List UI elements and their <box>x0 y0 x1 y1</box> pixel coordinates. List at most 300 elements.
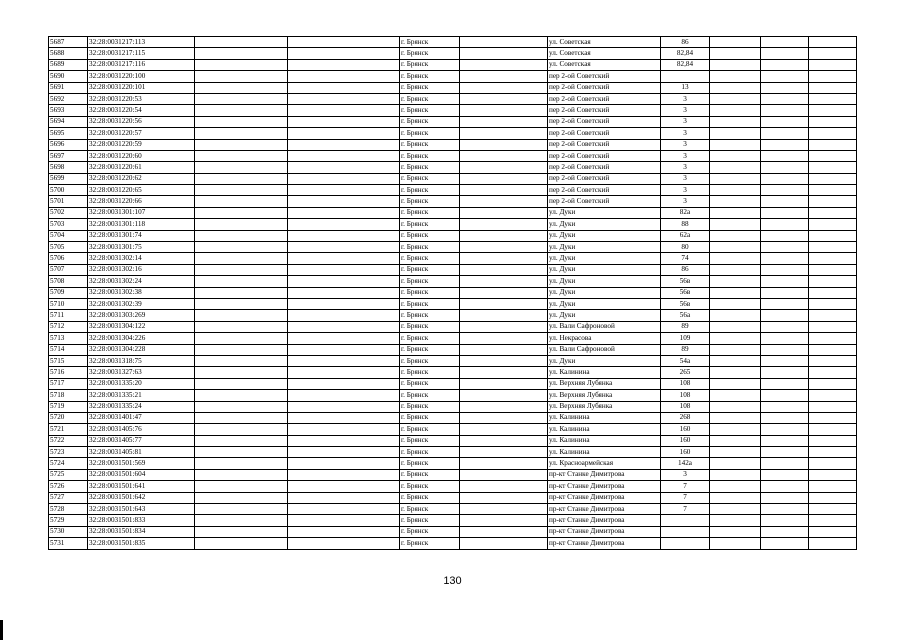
record-number: 5731 <box>49 538 88 549</box>
cadastral-number: 32:28:0031302:16 <box>88 264 195 275</box>
table-row <box>49 435 857 446</box>
cadastral-number: 32:28:0031220:59 <box>88 139 195 150</box>
empty-cell <box>288 82 400 93</box>
house-number: 88 <box>661 219 710 230</box>
house-number: 86 <box>661 37 710 48</box>
house-number: 3 <box>661 116 710 127</box>
cadastral-number: 32:28:0031217:115 <box>88 48 195 59</box>
empty-cell <box>809 333 857 344</box>
empty-cell <box>288 469 400 480</box>
empty-cell <box>460 401 548 412</box>
cadastral-number: 32:28:0031501:641 <box>88 481 195 492</box>
house-number: 3 <box>661 162 710 173</box>
empty-cell <box>761 219 809 230</box>
street: пер 2-ой Советский <box>548 116 661 127</box>
city: г. Брянск <box>400 253 460 264</box>
city: г. Брянск <box>400 207 460 218</box>
cadastral-number: 32:28:0031501:569 <box>88 458 195 469</box>
city: г. Брянск <box>400 390 460 401</box>
empty-cell <box>460 48 548 59</box>
empty-cell <box>288 310 400 321</box>
house-number: 3 <box>661 128 710 139</box>
cadastral-number: 32:28:0031335:24 <box>88 401 195 412</box>
empty-cell <box>460 253 548 264</box>
empty-cell <box>761 424 809 435</box>
empty-cell <box>809 230 857 241</box>
empty-cell <box>460 37 548 48</box>
empty-cell <box>710 504 761 515</box>
empty-cell <box>761 378 809 389</box>
empty-cell <box>460 355 548 366</box>
empty-cell <box>195 48 288 59</box>
empty-cell <box>710 219 761 230</box>
empty-cell <box>710 37 761 48</box>
house-number: 82а <box>661 207 710 218</box>
house-number: 109 <box>661 333 710 344</box>
cadastral-number: 32:28:0031327:63 <box>88 367 195 378</box>
empty-cell <box>761 458 809 469</box>
empty-cell <box>809 105 857 116</box>
street: ул. Дуки <box>548 207 661 218</box>
city: г. Брянск <box>400 71 460 82</box>
street: ул. Калинина <box>548 412 661 423</box>
cadastral-number: 32:28:0031220:60 <box>88 150 195 161</box>
empty-cell <box>195 447 288 458</box>
empty-cell <box>288 481 400 492</box>
house-number: 108 <box>661 390 710 401</box>
empty-cell <box>710 310 761 321</box>
record-number: 5698 <box>49 162 88 173</box>
table-row <box>49 333 857 344</box>
record-number: 5703 <box>49 219 88 230</box>
empty-cell <box>460 219 548 230</box>
cadastral-number: 32:28:0031501:833 <box>88 515 195 526</box>
cadastral-number: 32:28:0031220:65 <box>88 185 195 196</box>
empty-cell <box>761 298 809 309</box>
city: г. Брянск <box>400 93 460 104</box>
city: г. Брянск <box>400 424 460 435</box>
empty-cell <box>710 321 761 332</box>
house-number: 108 <box>661 378 710 389</box>
table-row <box>49 139 857 150</box>
house-number: 80 <box>661 242 710 253</box>
record-number: 5709 <box>49 287 88 298</box>
record-number: 5724 <box>49 458 88 469</box>
empty-cell <box>195 276 288 287</box>
table-row <box>49 71 857 82</box>
city: г. Брянск <box>400 185 460 196</box>
empty-cell <box>195 321 288 332</box>
empty-cell <box>710 390 761 401</box>
record-number: 5729 <box>49 515 88 526</box>
table-row <box>49 538 857 549</box>
street: ул. Некрасова <box>548 333 661 344</box>
city: г. Брянск <box>400 173 460 184</box>
house-number: 62а <box>661 230 710 241</box>
table-row <box>49 287 857 298</box>
cadastral-number: 32:28:0031220:62 <box>88 173 195 184</box>
empty-cell <box>809 82 857 93</box>
street: пер 2-ой Советский <box>548 185 661 196</box>
city: г. Брянск <box>400 310 460 321</box>
empty-cell <box>761 37 809 48</box>
table-row <box>49 230 857 241</box>
city: г. Брянск <box>400 150 460 161</box>
house-number: 268 <box>661 412 710 423</box>
street: ул. Калинина <box>548 447 661 458</box>
city: г. Брянск <box>400 538 460 549</box>
city: г. Брянск <box>400 162 460 173</box>
house-number: 89 <box>661 344 710 355</box>
empty-cell <box>195 207 288 218</box>
street: пер 2-ой Советский <box>548 93 661 104</box>
cadastral-number: 32:28:0031302:14 <box>88 253 195 264</box>
empty-cell <box>710 526 761 537</box>
empty-cell <box>710 367 761 378</box>
empty-cell <box>288 173 400 184</box>
empty-cell <box>288 185 400 196</box>
empty-cell <box>710 242 761 253</box>
cadastral-number: 32:28:0031302:24 <box>88 276 195 287</box>
record-number: 5701 <box>49 196 88 207</box>
empty-cell <box>460 310 548 321</box>
empty-cell <box>460 492 548 503</box>
empty-cell <box>460 390 548 401</box>
empty-cell <box>288 276 400 287</box>
city: г. Брянск <box>400 37 460 48</box>
empty-cell <box>460 469 548 480</box>
city: г. Брянск <box>400 469 460 480</box>
empty-cell <box>761 207 809 218</box>
scan-edge-mark <box>0 620 3 640</box>
empty-cell <box>288 321 400 332</box>
empty-cell <box>761 162 809 173</box>
empty-cell <box>710 139 761 150</box>
city: г. Брянск <box>400 298 460 309</box>
record-number: 5713 <box>49 333 88 344</box>
empty-cell <box>809 458 857 469</box>
street: пер 2-ой Советский <box>548 173 661 184</box>
empty-cell <box>288 242 400 253</box>
record-number: 5689 <box>49 59 88 70</box>
empty-cell <box>195 162 288 173</box>
record-number: 5716 <box>49 367 88 378</box>
city: г. Брянск <box>400 435 460 446</box>
empty-cell <box>288 253 400 264</box>
street: ул. Вали Сафроновой <box>548 321 661 332</box>
empty-cell <box>460 515 548 526</box>
table-row <box>49 93 857 104</box>
record-number: 5693 <box>49 105 88 116</box>
cadastral-number: 32:28:0031501:604 <box>88 469 195 480</box>
empty-cell <box>761 276 809 287</box>
empty-cell <box>809 504 857 515</box>
street: ул. Дуки <box>548 287 661 298</box>
empty-cell <box>460 435 548 446</box>
empty-cell <box>809 435 857 446</box>
empty-cell <box>761 59 809 70</box>
cadastral-number: 32:28:0031501:835 <box>88 538 195 549</box>
empty-cell <box>460 230 548 241</box>
cadastral-number: 32:28:0031335:20 <box>88 378 195 389</box>
house-number: 142а <box>661 458 710 469</box>
city: г. Брянск <box>400 458 460 469</box>
city: г. Брянск <box>400 355 460 366</box>
empty-cell <box>761 412 809 423</box>
cadastral-number: 32:28:0031220:100 <box>88 71 195 82</box>
empty-cell <box>288 150 400 161</box>
empty-cell <box>710 515 761 526</box>
empty-cell <box>460 378 548 389</box>
table-row <box>49 504 857 515</box>
table-row <box>49 367 857 378</box>
empty-cell <box>195 264 288 275</box>
empty-cell <box>809 253 857 264</box>
record-number: 5722 <box>49 435 88 446</box>
street: пр-кт Станке Димитрова <box>548 469 661 480</box>
record-number: 5695 <box>49 128 88 139</box>
empty-cell <box>761 435 809 446</box>
empty-cell <box>809 310 857 321</box>
cadastral-number: 32:28:0031501:834 <box>88 526 195 537</box>
empty-cell <box>288 116 400 127</box>
empty-cell <box>710 424 761 435</box>
empty-cell <box>195 526 288 537</box>
house-number: 3 <box>661 105 710 116</box>
empty-cell <box>710 264 761 275</box>
street: ул. Дуки <box>548 298 661 309</box>
empty-cell <box>809 424 857 435</box>
empty-cell <box>761 367 809 378</box>
empty-cell <box>761 185 809 196</box>
record-number: 5719 <box>49 401 88 412</box>
empty-cell <box>809 59 857 70</box>
street: пр-кт Станке Димитрова <box>548 515 661 526</box>
street: ул. Советская <box>548 48 661 59</box>
empty-cell <box>288 378 400 389</box>
cadastral-number: 32:28:0031304:226 <box>88 333 195 344</box>
house-number <box>661 538 710 549</box>
empty-cell <box>809 321 857 332</box>
empty-cell <box>710 162 761 173</box>
record-number: 5715 <box>49 355 88 366</box>
street: пер 2-ой Советский <box>548 128 661 139</box>
empty-cell <box>460 162 548 173</box>
empty-cell <box>195 481 288 492</box>
city: г. Брянск <box>400 105 460 116</box>
street: ул. Дуки <box>548 355 661 366</box>
table-row <box>49 59 857 70</box>
empty-cell <box>761 526 809 537</box>
empty-cell <box>460 59 548 70</box>
house-number: 82,84 <box>661 59 710 70</box>
cadastral-number: 32:28:0031301:118 <box>88 219 195 230</box>
street: ул. Вали Сафроновой <box>548 344 661 355</box>
house-number <box>661 526 710 537</box>
table-row <box>49 162 857 173</box>
empty-cell <box>195 173 288 184</box>
empty-cell <box>288 401 400 412</box>
empty-cell <box>195 492 288 503</box>
table-row <box>49 128 857 139</box>
street: ул. Дуки <box>548 242 661 253</box>
empty-cell <box>809 515 857 526</box>
empty-cell <box>761 390 809 401</box>
empty-cell <box>460 173 548 184</box>
empty-cell <box>460 333 548 344</box>
empty-cell <box>460 287 548 298</box>
city: г. Брянск <box>400 401 460 412</box>
empty-cell <box>809 116 857 127</box>
street: пер 2-ой Советский <box>548 162 661 173</box>
empty-cell <box>460 424 548 435</box>
empty-cell <box>710 287 761 298</box>
house-number: 108 <box>661 401 710 412</box>
table-row <box>49 481 857 492</box>
street: ул. Дуки <box>548 310 661 321</box>
cadastral-table <box>48 36 857 550</box>
city: г. Брянск <box>400 378 460 389</box>
empty-cell <box>288 333 400 344</box>
street: ул. Верхняя Лубянка <box>548 390 661 401</box>
empty-cell <box>460 139 548 150</box>
empty-cell <box>809 173 857 184</box>
street: ул. Дуки <box>548 230 661 241</box>
empty-cell <box>710 59 761 70</box>
city: г. Брянск <box>400 242 460 253</box>
city: г. Брянск <box>400 515 460 526</box>
cadastral-number: 32:28:0031217:116 <box>88 59 195 70</box>
empty-cell <box>761 321 809 332</box>
empty-cell <box>195 37 288 48</box>
city: г. Брянск <box>400 344 460 355</box>
house-number: 13 <box>661 82 710 93</box>
empty-cell <box>195 435 288 446</box>
record-number: 5694 <box>49 116 88 127</box>
empty-cell <box>761 82 809 93</box>
empty-cell <box>460 207 548 218</box>
house-number: 3 <box>661 196 710 207</box>
record-number: 5726 <box>49 481 88 492</box>
empty-cell <box>288 458 400 469</box>
street: ул. Дуки <box>548 264 661 275</box>
cadastral-number: 32:28:0031304:228 <box>88 344 195 355</box>
city: г. Брянск <box>400 128 460 139</box>
empty-cell <box>761 242 809 253</box>
empty-cell <box>195 185 288 196</box>
record-number: 5712 <box>49 321 88 332</box>
empty-cell <box>809 390 857 401</box>
empty-cell <box>288 504 400 515</box>
house-number: 3 <box>661 139 710 150</box>
empty-cell <box>710 447 761 458</box>
city: г. Брянск <box>400 230 460 241</box>
record-number: 5704 <box>49 230 88 241</box>
empty-cell <box>809 344 857 355</box>
empty-cell <box>460 538 548 549</box>
record-number: 5721 <box>49 424 88 435</box>
empty-cell <box>710 481 761 492</box>
empty-cell <box>809 185 857 196</box>
house-number: 74 <box>661 253 710 264</box>
city: г. Брянск <box>400 412 460 423</box>
empty-cell <box>710 401 761 412</box>
record-number: 5687 <box>49 37 88 48</box>
empty-cell <box>288 48 400 59</box>
empty-cell <box>809 469 857 480</box>
cadastral-number: 32:28:0031301:74 <box>88 230 195 241</box>
table-row <box>49 355 857 366</box>
empty-cell <box>288 59 400 70</box>
table-row <box>49 219 857 230</box>
empty-cell <box>809 93 857 104</box>
table-row <box>49 310 857 321</box>
empty-cell <box>195 412 288 423</box>
empty-cell <box>710 378 761 389</box>
record-number: 5714 <box>49 344 88 355</box>
empty-cell <box>761 71 809 82</box>
cadastral-number: 32:28:0031405:76 <box>88 424 195 435</box>
house-number: 3 <box>661 185 710 196</box>
empty-cell <box>761 355 809 366</box>
empty-cell <box>288 538 400 549</box>
empty-cell <box>460 82 548 93</box>
record-number: 5692 <box>49 93 88 104</box>
house-number: 7 <box>661 481 710 492</box>
street: пр-кт Станке Димитрова <box>548 481 661 492</box>
city: г. Брянск <box>400 59 460 70</box>
record-number: 5711 <box>49 310 88 321</box>
record-number: 5697 <box>49 150 88 161</box>
empty-cell <box>809 48 857 59</box>
street: пр-кт Станке Димитрова <box>548 538 661 549</box>
table-row <box>49 298 857 309</box>
record-number: 5710 <box>49 298 88 309</box>
empty-cell <box>195 367 288 378</box>
empty-cell <box>809 355 857 366</box>
cadastral-number: 32:28:0031405:77 <box>88 435 195 446</box>
cadastral-number: 32:28:0031220:101 <box>88 82 195 93</box>
house-number: 7 <box>661 504 710 515</box>
empty-cell <box>460 412 548 423</box>
empty-cell <box>460 344 548 355</box>
empty-cell <box>288 492 400 503</box>
empty-cell <box>288 196 400 207</box>
cadastral-number: 32:28:0031301:107 <box>88 207 195 218</box>
empty-cell <box>809 412 857 423</box>
empty-cell <box>460 321 548 332</box>
record-number: 5720 <box>49 412 88 423</box>
city: г. Брянск <box>400 139 460 150</box>
record-number: 5700 <box>49 185 88 196</box>
record-number: 5723 <box>49 447 88 458</box>
house-number <box>661 515 710 526</box>
empty-cell <box>761 173 809 184</box>
cadastral-number: 32:28:0031501:643 <box>88 504 195 515</box>
empty-cell <box>288 264 400 275</box>
table-row <box>49 344 857 355</box>
street: пер 2-ой Советский <box>548 71 661 82</box>
cadastral-number: 32:28:0031220:57 <box>88 128 195 139</box>
street: ул. Калинина <box>548 367 661 378</box>
cadastral-number: 32:28:0031303:269 <box>88 310 195 321</box>
empty-cell <box>809 128 857 139</box>
table-row <box>49 253 857 264</box>
empty-cell <box>761 310 809 321</box>
table-row <box>49 116 857 127</box>
empty-cell <box>710 116 761 127</box>
house-number: 265 <box>661 367 710 378</box>
